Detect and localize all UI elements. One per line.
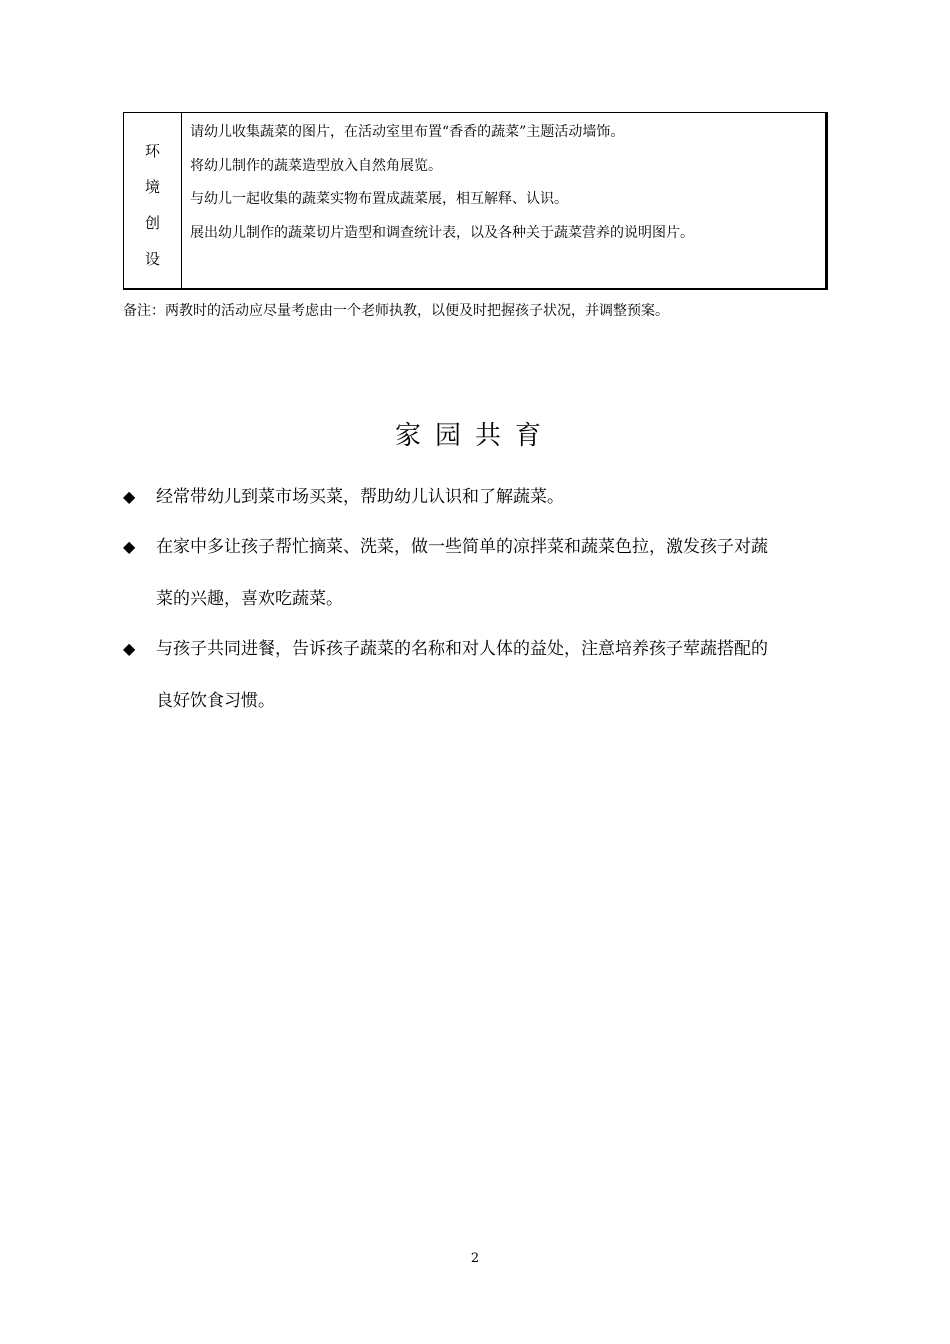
- environment-line: 展出幼儿制作的蔬菜切片造型和调查统计表，以及各种关于蔬菜营养的说明图片。: [190, 224, 694, 241]
- list-item: [123, 482, 843, 512]
- page-number: 2: [470, 1251, 480, 1266]
- section-title: 家园共育: [394, 421, 555, 451]
- list-item: [123, 634, 843, 716]
- list-item-line: 与孩子共同进餐，告诉孩子蔬菜的名称和对人体的益处，注意培养孩子荤蔬搭配的: [156, 639, 768, 659]
- list-item-line: 经常带幼儿到菜市场买菜，帮助幼儿认识和了解蔬菜。: [156, 487, 564, 507]
- list-item: [123, 532, 843, 614]
- list-item-text: [156, 482, 843, 512]
- environment-label-cell: [124, 113, 182, 288]
- list-item-text: [156, 532, 843, 614]
- list-item-text: [156, 634, 843, 716]
- remark-note: 备注：两教时的活动应尽量考虑由一个老师执教，以便及时把握孩子状况，并调整预案。: [123, 303, 669, 319]
- environment-line: 与幼儿一起收集的蔬菜实物布置成蔬菜展，相互解释、认识。: [190, 191, 568, 207]
- home-school-bullet-list: [123, 482, 843, 736]
- diamond-icon: ◆: [123, 487, 136, 506]
- environment-creation-table: [123, 112, 828, 290]
- environment-label-char: 环: [144, 142, 160, 160]
- list-item-line: 菜的兴趣，喜欢吃蔬菜。: [156, 589, 343, 609]
- environment-line: 将幼儿制作的蔬菜造型放入自然角展览。: [190, 157, 442, 174]
- environment-label-char: 境: [144, 178, 160, 196]
- list-item-line: 良好饮食习惯。: [156, 691, 275, 711]
- diamond-icon: ◆: [123, 537, 136, 556]
- list-item-line: 在家中多让孩子帮忙摘菜、洗菜，做一些简单的凉拌菜和蔬菜色拉，激发孩子对蔬: [156, 537, 768, 557]
- environment-label-char: 创: [144, 214, 160, 232]
- environment-line: 请幼儿收集蔬菜的图片，在活动室里布置“香香的蔬菜”主题活动墙饰。: [190, 124, 625, 140]
- environment-content-cell: [182, 113, 825, 288]
- diamond-icon: ◆: [123, 639, 136, 658]
- environment-label-char: 设: [144, 250, 160, 268]
